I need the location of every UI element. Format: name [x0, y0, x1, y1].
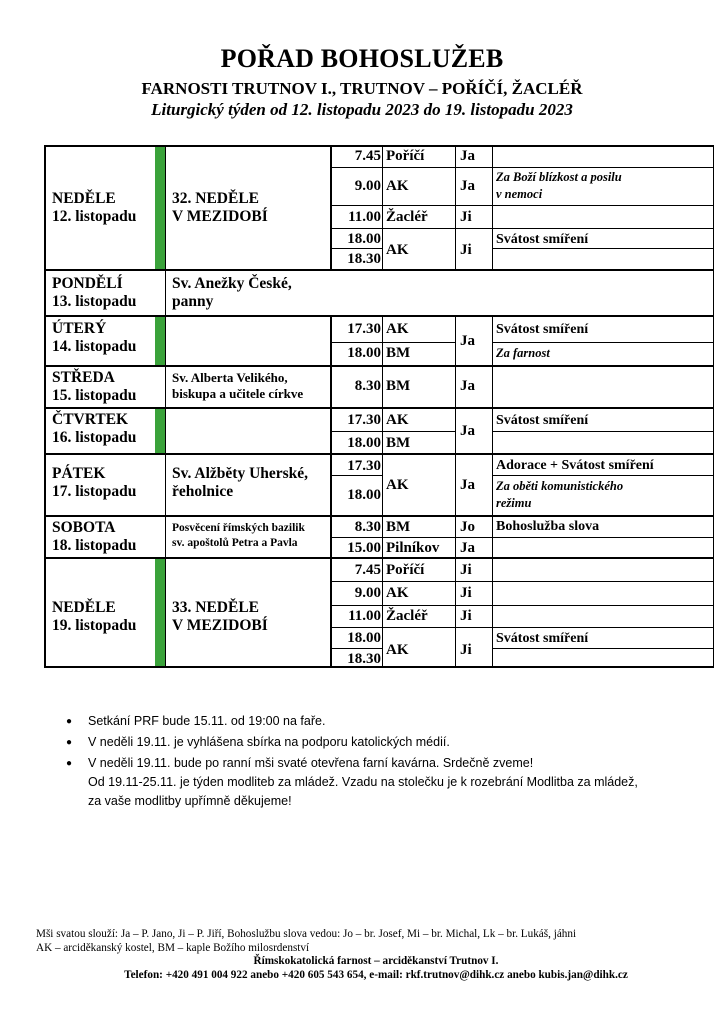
- celebrant: Ji: [460, 585, 472, 601]
- time: 8.30: [354, 378, 381, 394]
- green-bar: [155, 407, 165, 453]
- occasion-line: panny: [172, 293, 214, 310]
- time: 18.00: [347, 487, 381, 503]
- schedule-table: [44, 145, 714, 668]
- note: v nemoci: [496, 187, 543, 201]
- day-friday: [52, 465, 136, 501]
- celebrant: Ja: [460, 148, 475, 164]
- day-monday: [52, 275, 136, 311]
- place: Poříčí: [386, 148, 425, 164]
- time: 17.30: [347, 321, 381, 337]
- celebrant: Jo: [460, 519, 475, 535]
- announcement-item: [64, 733, 714, 752]
- green-bar: [155, 557, 165, 668]
- day-date: 19. listopadu: [52, 617, 137, 634]
- announcement-text: V neděli 19.11. bude po ranní mši svaté otevřena farní kavárna. Srdečně zveme!: [88, 756, 534, 770]
- day-sunday-12: [52, 190, 136, 226]
- announcements: [64, 712, 714, 811]
- celebrant: Ji: [460, 562, 472, 578]
- occasion-line: V MEZIDOBÍ: [172, 617, 268, 634]
- time: 18.00: [347, 231, 381, 247]
- footer-legend-places: AK – arciděkanský kostel, BM – kaple Božího milosrdenství: [36, 941, 310, 954]
- note: Svátost smíření: [496, 232, 589, 247]
- announcement-text: Setkání PRF bude 15.11. od 19:00 na faře.: [88, 714, 326, 728]
- day-date: 16. listopadu: [52, 429, 137, 446]
- day-date: 15. listopadu: [52, 387, 137, 404]
- note: Za farnost: [496, 346, 550, 360]
- occasion-sunday-19: [172, 599, 268, 635]
- time: 9.00: [354, 585, 381, 601]
- celebrant: Ji: [460, 242, 472, 258]
- time: 18.00: [347, 630, 381, 646]
- day-date: 17. listopadu: [52, 483, 137, 500]
- place: AK: [386, 321, 409, 337]
- celebrant: Ja: [460, 378, 475, 394]
- place: AK: [386, 178, 409, 194]
- footer-contact: Telefon: +420 491 004 922 anebo +420 605 543 654, e-mail: rkf.trutnov@dihk.cz anebo kubis.jan@dihk.cz: [124, 968, 628, 981]
- announcement-text-continued: za vaše modlitby upřímně děkujeme!: [88, 794, 292, 808]
- note: Svátost smíření: [496, 413, 589, 428]
- occasion-line: V MEZIDOBÍ: [172, 208, 268, 225]
- place: BM: [386, 435, 411, 451]
- day-name: ČTVRTEK: [52, 411, 129, 428]
- occasion-line: 32. NEDĚLE: [172, 190, 259, 207]
- time: 17.30: [347, 458, 381, 474]
- bullet-icon: ●: [66, 716, 73, 727]
- time: 18.30: [347, 651, 381, 667]
- time: 15.00: [347, 540, 381, 556]
- occasion-line: Sv. Alžběty Uherské,: [172, 465, 309, 482]
- day-date: 18. listopadu: [52, 537, 137, 554]
- occasion-line: biskupa a učitele církve: [172, 386, 304, 401]
- announcement-text-continued: Od 19.11-25.11. je týden modliteb za mládež. Vzadu na stolečku je k rozebrání Modlitba za mládež,: [88, 775, 638, 789]
- occasion-wednesday: [172, 370, 303, 402]
- celebrant: Ji: [460, 209, 472, 225]
- celebrant: Ja: [460, 477, 475, 493]
- occasion-sunday-12: [172, 190, 268, 226]
- time: 8.30: [354, 519, 381, 535]
- place: BM: [386, 378, 411, 394]
- footer-parish: Římskokatolická farnost – arciděkanství Trutnov I.: [253, 955, 499, 967]
- note: Adorace + Svátost smíření: [496, 458, 654, 473]
- announcement-text: V neděli 19.11. je vyhlášena sbírka na podporu katolických médií.: [88, 735, 450, 749]
- day-name: PONDĚLÍ: [52, 275, 123, 292]
- footer-legend-celebrants: Mši svatou slouží: Ja – P. Jano, Ji – P. Jiří, Bohoslužbu slova vedou: Jo – br. Josef, Mi – br. Michal, Lk – br. Lukáš, jáhni: [36, 928, 577, 940]
- day-name: ÚTERÝ: [52, 320, 107, 337]
- celebrant: Ja: [460, 423, 475, 439]
- place: AK: [386, 477, 409, 493]
- celebrant: Ja: [460, 178, 475, 194]
- day-date: 13. listopadu: [52, 293, 137, 310]
- place: BM: [386, 345, 411, 361]
- place: AK: [386, 242, 409, 258]
- day-name: STŘEDA: [52, 369, 115, 386]
- note: Za oběti komunistického: [496, 479, 624, 493]
- place: AK: [386, 642, 409, 658]
- day-thursday: [52, 411, 136, 447]
- note: Bohoslužba slova: [496, 519, 600, 534]
- time: 11.00: [348, 209, 381, 225]
- day-name: NEDĚLE: [52, 599, 116, 616]
- day-wednesday: [52, 369, 136, 405]
- footer: [36, 928, 716, 982]
- celebrant: Ji: [460, 608, 472, 624]
- place: Žacléř: [386, 209, 428, 225]
- note: Svátost smíření: [496, 631, 589, 646]
- day-name: NEDĚLE: [52, 190, 116, 207]
- day-name: SOBOTA: [52, 519, 116, 536]
- place: AK: [386, 412, 409, 428]
- note: Za Boží blízkost a posilu: [496, 170, 622, 184]
- green-bar: [155, 145, 165, 269]
- page-title: POŘAD BOHOSLUŽEB: [220, 44, 504, 73]
- day-name: PÁTEK: [52, 465, 106, 482]
- green-bar: [155, 315, 165, 365]
- celebrant: Ja: [460, 540, 475, 556]
- time: 18.30: [347, 251, 381, 267]
- liturgical-week: Liturgický týden od 12. listopadu 2023 do 19. listopadu 2023: [151, 100, 573, 119]
- announcement-item: [64, 754, 714, 773]
- day-saturday: [52, 519, 136, 555]
- time: 17.30: [347, 412, 381, 428]
- bullet-icon: ●: [66, 758, 73, 769]
- announcement-item: [64, 712, 714, 731]
- place: AK: [386, 585, 409, 601]
- day-sunday-19: [52, 599, 136, 635]
- occasion-saturday: [172, 521, 305, 551]
- time: 7.45: [354, 148, 381, 164]
- time: 18.00: [347, 345, 381, 361]
- day-tuesday: [52, 320, 136, 356]
- occasion-line: řeholnice: [172, 483, 234, 500]
- place: BM: [386, 519, 411, 535]
- day-date: 14. listopadu: [52, 338, 137, 355]
- time: 18.00: [347, 435, 381, 451]
- time: 7.45: [354, 562, 381, 578]
- occasion-friday: [172, 465, 308, 501]
- occasion-line: Sv. Alberta Velikého,: [172, 370, 288, 385]
- parish-subtitle: FARNOSTI TRUTNOV I., TRUTNOV – POŘÍČÍ, ŽACLÉŘ: [141, 79, 583, 98]
- occasion-line: 33. NEDĚLE: [172, 599, 259, 616]
- note: Svátost smíření: [496, 322, 589, 337]
- time: 11.00: [348, 608, 381, 624]
- occasion-line: Posvěcení římských bazilik: [172, 522, 305, 534]
- note: režimu: [496, 496, 532, 510]
- place: Žacléř: [386, 608, 428, 624]
- celebrant: Ja: [460, 333, 475, 349]
- day-date: 12. listopadu: [52, 208, 137, 225]
- occasion-monday: [172, 275, 292, 311]
- place: Pilníkov: [386, 540, 440, 556]
- time: 9.00: [354, 178, 381, 194]
- occasion-line: sv. apoštolů Petra a Pavla: [172, 537, 298, 549]
- celebrant: Ji: [460, 642, 472, 658]
- occasion-line: Sv. Anežky České,: [172, 275, 292, 292]
- place: Poříčí: [386, 562, 425, 578]
- bullet-icon: ●: [66, 737, 73, 748]
